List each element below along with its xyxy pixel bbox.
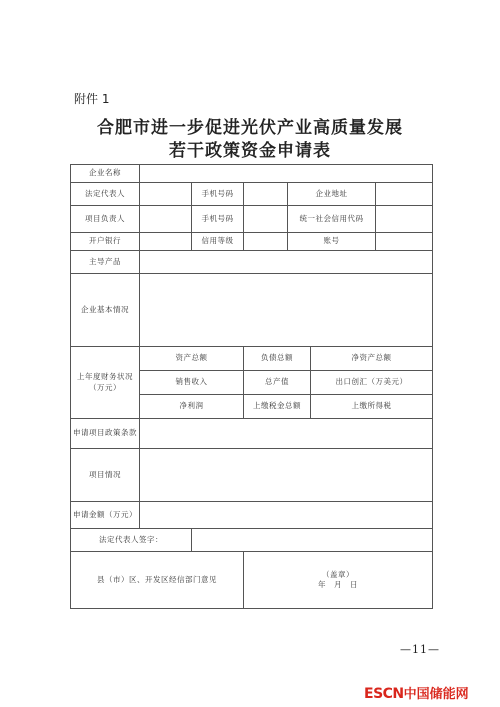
dept-opinion-field <box>244 552 433 609</box>
page-number: —11— <box>400 643 440 656</box>
bank-field <box>140 233 192 251</box>
application-form-table <box>70 164 433 609</box>
row-main-products <box>71 251 433 274</box>
legal-rep-mobile-field <box>244 183 288 206</box>
company-overview-label: 企业基本情况 <box>71 274 140 347</box>
document-title-line1: 合肥市进一步促进光伏产业高质量发展 <box>97 118 403 138</box>
project-lead-label: 项目负责人 <box>71 206 140 233</box>
finance-label: 上年度财务状况（万元） <box>71 347 140 419</box>
row-project-lead <box>71 206 433 233</box>
row-project-info <box>71 449 433 502</box>
row-finance-1 <box>71 347 433 371</box>
policy-clauses-field <box>140 419 433 449</box>
project-lead-mobile-field <box>244 206 288 233</box>
sales-revenue-label: 销售收入 <box>140 371 244 395</box>
main-products-label: 主导产品 <box>71 251 140 274</box>
credit-rating-field <box>244 233 288 251</box>
project-lead-mobile-label: 手机号码 <box>192 206 244 233</box>
legal-rep-signature-field <box>192 529 433 552</box>
account-no-field <box>376 233 433 251</box>
credit-code-field <box>376 206 433 233</box>
project-lead-field <box>140 206 192 233</box>
legal-rep-mobile-label: 手机号码 <box>192 183 244 206</box>
tax-paid-total-label: 上缴税金总额 <box>244 395 311 419</box>
company-name-field <box>140 165 433 183</box>
export-earnings-label: 出口创汇（万美元） <box>311 371 433 395</box>
net-profit-label: 净利润 <box>140 395 244 419</box>
credit-rating-label: 信用等级 <box>192 233 244 251</box>
attachment-label: 附件 1 <box>74 92 110 106</box>
dept-opinion-label: 县（市）区、开发区经信部门意见 <box>71 552 244 609</box>
apply-amount-label: 申请金额（万元） <box>71 502 140 529</box>
legal-rep-field <box>140 183 192 206</box>
row-dept-opinion <box>71 552 433 609</box>
legal-rep-label: 法定代表人 <box>71 183 140 206</box>
income-tax-paid-label: 上缴所得税 <box>311 395 433 419</box>
row-legal-rep <box>71 183 433 206</box>
credit-code-label: 统一社会信用代码 <box>288 206 376 233</box>
project-info-field <box>140 449 433 502</box>
row-policy-clauses <box>71 419 433 449</box>
row-apply-amount <box>71 502 433 529</box>
account-no-label: 账号 <box>288 233 376 251</box>
company-overview-field <box>140 274 433 347</box>
company-address-field <box>376 183 433 206</box>
row-company-overview <box>71 274 433 347</box>
seal-label: （盖章） <box>322 569 355 579</box>
total-assets-label: 资产总额 <box>140 347 244 371</box>
date-label: 年 月 日 <box>318 580 359 589</box>
watermark-site: 中国储能网 <box>403 687 469 702</box>
bank-label: 开户银行 <box>71 233 140 251</box>
row-bank <box>71 233 433 251</box>
company-name-label: 企业名称 <box>71 165 140 183</box>
document-title-line2: 若干政策资金申请表 <box>169 141 331 161</box>
watermark-logo <box>364 683 469 702</box>
policy-clauses-label: 申请项目政策条款 <box>71 419 140 449</box>
net-assets-label: 净资产总额 <box>311 347 433 371</box>
apply-amount-field <box>140 502 433 529</box>
row-company-name <box>71 165 433 183</box>
project-info-label: 项目情况 <box>71 449 140 502</box>
legal-rep-signature-label: 法定代表人签字： <box>71 529 192 552</box>
watermark-brand: ESCN <box>364 686 404 702</box>
total-liabilities-label: 负债总额 <box>244 347 311 371</box>
gross-output-label: 总产值 <box>244 371 311 395</box>
main-products-field <box>140 251 433 274</box>
row-signature <box>71 529 433 552</box>
company-address-label: 企业地址 <box>288 183 376 206</box>
